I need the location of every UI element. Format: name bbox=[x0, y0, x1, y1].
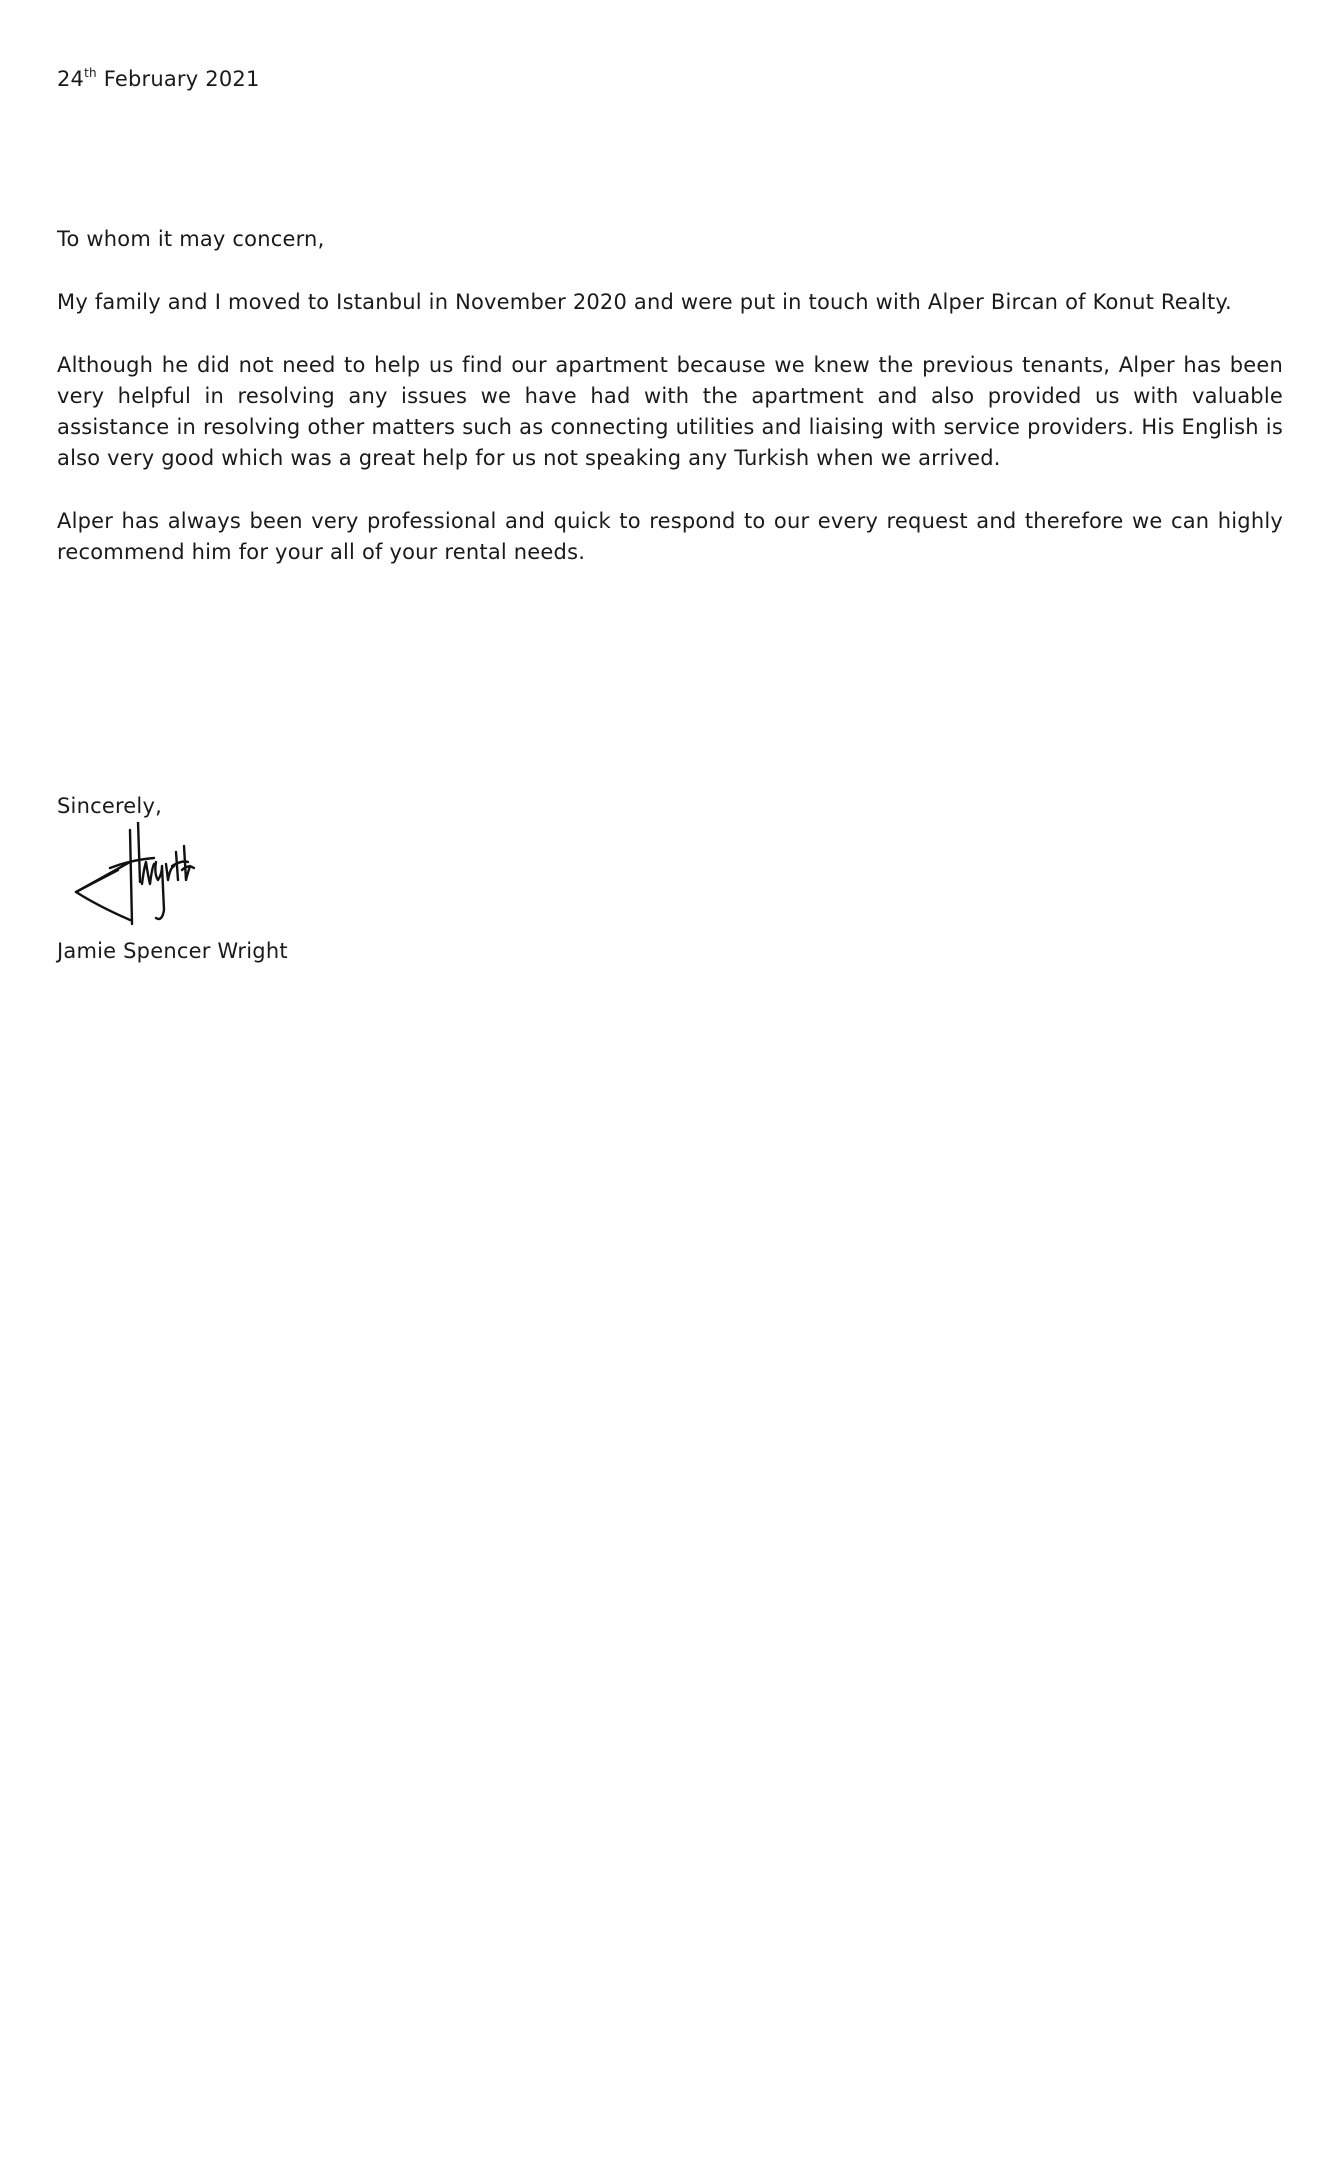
date-month-year: February 2021 bbox=[103, 67, 260, 91]
closing: Sincerely, bbox=[57, 794, 162, 818]
signer-name: Jamie Spencer Wright bbox=[57, 939, 288, 963]
paragraph-intro: My family and I moved to Istanbul in November 2020 and were put in touch with Alper Bircan of Konut Realty. bbox=[57, 290, 1232, 314]
handwritten-signature bbox=[58, 822, 198, 930]
paragraph-assistance: Although he did not need to help us find our apartment because we knew the previous tenants, Alper has been very helpful in resolving any issues we have had with the apartment and also provided us with valuable assistance in resolving other matters such as connecting utilities and liaising with service providers. His English is also very good which was a great help for us not speaking any Turkish when we arrived. bbox=[57, 353, 1283, 470]
date-suffix: th bbox=[84, 66, 97, 80]
letter-date bbox=[57, 64, 260, 95]
salutation: To whom it may concern, bbox=[57, 227, 325, 251]
date-day: 24 bbox=[57, 67, 85, 91]
paragraph-recommendation: Alper has always been very professional and quick to respond to our every request and therefore we can highly recommend him for your all of your rental needs. bbox=[57, 509, 1283, 564]
